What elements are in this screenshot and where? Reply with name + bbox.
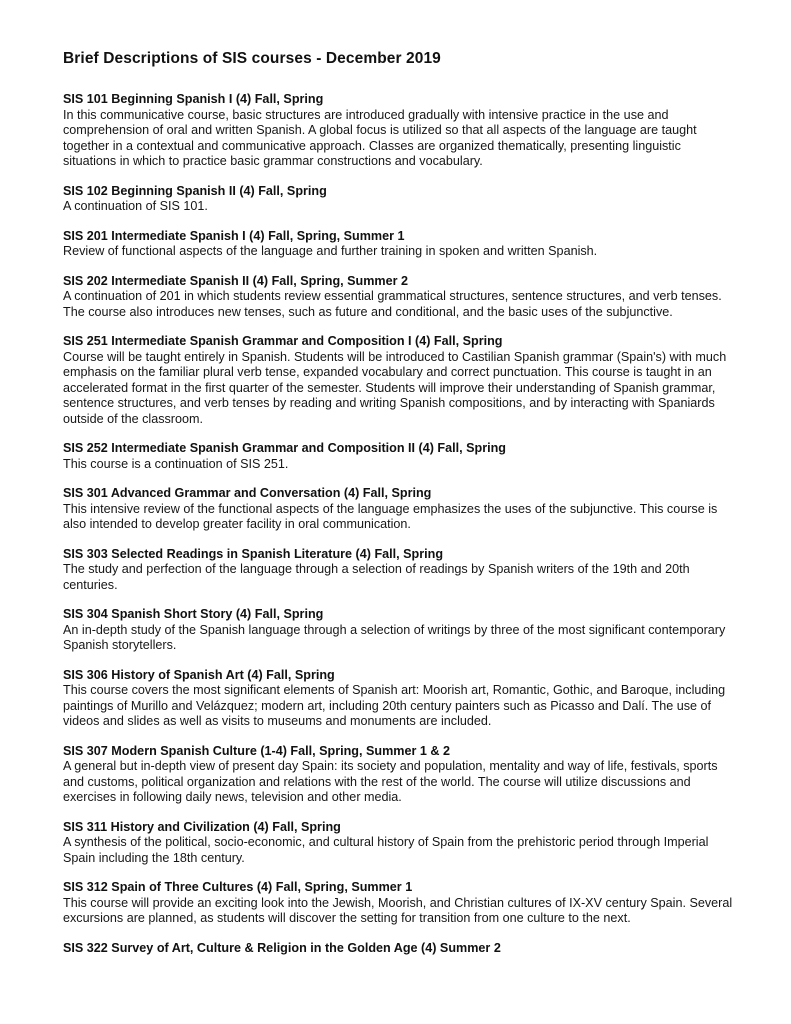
course-description: This course covers the most significant elements of Spanish art: Moorish art, Romantic, Gothic, and Baroque, including paintings of Murillo and Velázquez; modern art, including 20th century painters such as Picasso and Dalí. The use of videos and slides as well as visits to museums and monuments are included. bbox=[63, 683, 726, 728]
course-entry-sis-311 bbox=[63, 820, 735, 867]
course-description: A continuation of SIS 101. bbox=[63, 199, 208, 213]
course-entry-sis-304 bbox=[63, 607, 735, 654]
course-description: This course is a continuation of SIS 251. bbox=[63, 456, 289, 471]
course-entry-sis-312 bbox=[63, 880, 735, 927]
course-description: A synthesis of the political, socio-economic, and cultural history of Spain from the prehistoric period through Imperial Spain including the 18th century. bbox=[63, 835, 709, 865]
course-description: Course will be taught entirely in Spanish. Students will be introduced to Castilian Spanish grammar (Spain's) with much emphasis on the familiar plural verb tense, expanded vocabulary and correct punctuation. This course is taught in an accelerated format in the first quarter of the semester. Students will improve their understanding of Spanish grammar, sentence structures, and verb tenses by reading and writing Spanish compositions, and by interacting with Spaniards outside of the classroom. bbox=[63, 349, 727, 426]
course-entry-sis-102 bbox=[63, 184, 735, 215]
course-description: A continuation of 201 in which students review essential grammatical structures, sentence structures, and verb tenses. The course also introduces new tenses, such as future and conditional, and the basic uses of the subjunctive. bbox=[63, 289, 722, 319]
course-heading: SIS 202 Intermediate Spanish II (4) Fall, Spring, Summer 2 bbox=[63, 273, 409, 288]
course-description: The study and perfection of the language through a selection of readings by Spanish writers of the 19th and 20th centuries. bbox=[63, 562, 690, 592]
course-description: An in-depth study of the Spanish language through a selection of writings by three of the most significant contemporary Spanish storytellers. bbox=[63, 622, 726, 652]
course-heading: SIS 306 History of Spanish Art (4) Fall, Spring bbox=[63, 667, 335, 682]
course-description: Review of functional aspects of the language and further training in spoken and written Spanish. bbox=[63, 244, 598, 258]
course-entry-sis-303 bbox=[63, 547, 735, 594]
course-description: A general but in-depth view of present day Spain: its society and population, mentality and way of life, festivals, sports and customs, political organization and relations with the rest of the world. The course will utilize discussions and exercises in following daily news, television and other media. bbox=[63, 759, 718, 804]
course-heading: SIS 312 Spain of Three Cultures (4) Fall, Spring, Summer 1 bbox=[63, 880, 413, 894]
course-heading: SIS 301 Advanced Grammar and Conversation (4) Fall, Spring bbox=[63, 486, 432, 500]
course-entry-sis-201 bbox=[63, 229, 735, 260]
course-heading: SIS 322 Survey of Art, Culture & Religion in the Golden Age (4) Summer 2 bbox=[63, 940, 501, 955]
course-description: This course will provide an exciting look into the Jewish, Moorish, and Christian cultures of IX-XV century Spain. Several excursions are planned, as students will discover the setting for transition from one culture to the next. bbox=[63, 895, 733, 925]
course-entry-sis-307 bbox=[63, 744, 735, 806]
course-entry-sis-301 bbox=[63, 486, 735, 533]
course-heading: SIS 101 Beginning Spanish I (4) Fall, Spring bbox=[63, 92, 324, 106]
course-heading: SIS 311 History and Civilization (4) Fall, Spring bbox=[63, 819, 341, 834]
course-entry-sis-306 bbox=[63, 668, 735, 730]
course-heading: SIS 307 Modern Spanish Culture (1-4) Fall, Spring, Summer 1 & 2 bbox=[63, 743, 450, 758]
course-description: This intensive review of the functional aspects of the language emphasizes the uses of the subjunctive. This course is also intended to develop greater facility in oral communication. bbox=[63, 501, 718, 531]
course-entry-sis-322 bbox=[63, 941, 735, 957]
course-entry-sis-101 bbox=[63, 92, 735, 170]
course-heading: SIS 251 Intermediate Spanish Grammar and Composition I (4) Fall, Spring bbox=[63, 334, 503, 348]
course-entry-sis-202 bbox=[63, 274, 735, 321]
course-heading: SIS 102 Beginning Spanish II (4) Fall, Spring bbox=[63, 183, 327, 198]
course-entry-sis-252 bbox=[63, 441, 735, 472]
course-heading: SIS 252 Intermediate Spanish Grammar and Composition II (4) Fall, Spring bbox=[63, 441, 506, 455]
course-heading: SIS 304 Spanish Short Story (4) Fall, Spring bbox=[63, 607, 324, 621]
course-heading: SIS 201 Intermediate Spanish I (4) Fall, Spring, Summer 1 bbox=[63, 228, 405, 243]
document-title: Brief Descriptions of SIS courses - December 2019 bbox=[63, 50, 441, 67]
course-heading: SIS 303 Selected Readings in Spanish Literature (4) Fall, Spring bbox=[63, 546, 444, 561]
course-description: In this communicative course, basic structures are introduced gradually with intensive practice in the use and comprehension of oral and written Spanish. A global focus is utilized so that all aspects of the language are taught together in a contextual and communicative approach. Classes are organized thematically, presenting linguistic situations in which to practice basic grammar constructions and vocabulary. bbox=[63, 107, 697, 168]
course-entry-sis-251 bbox=[63, 334, 735, 427]
